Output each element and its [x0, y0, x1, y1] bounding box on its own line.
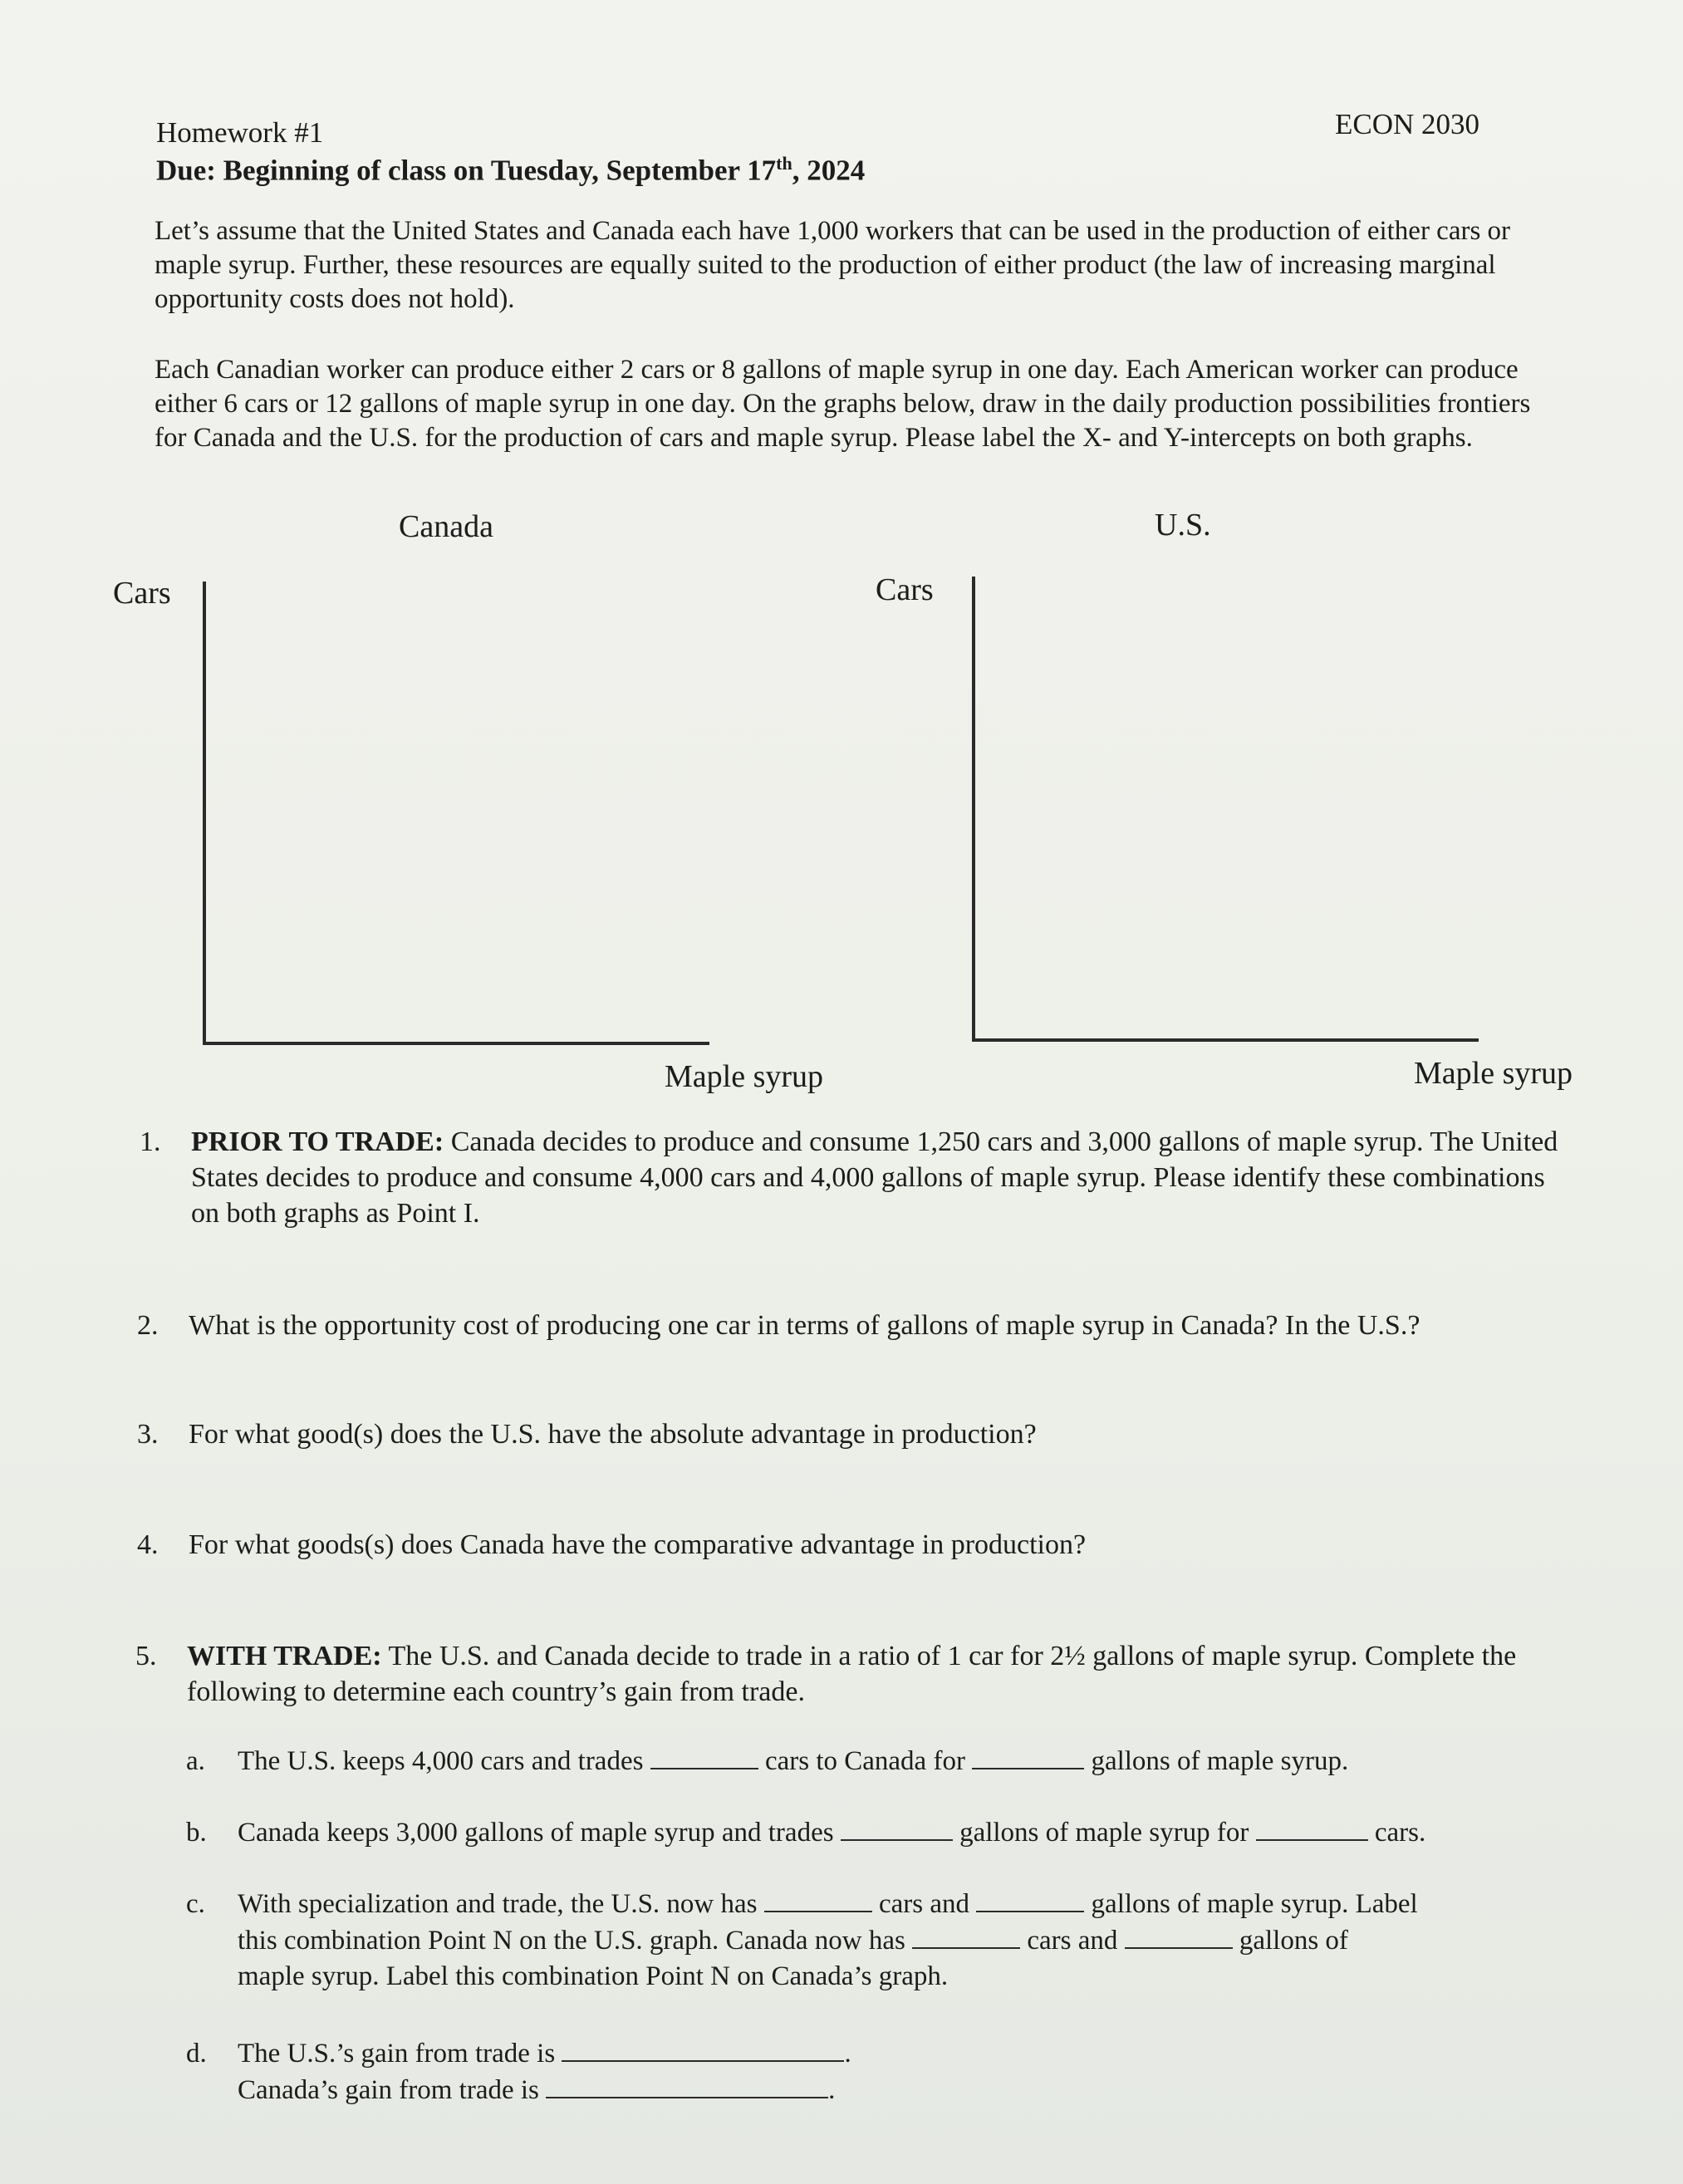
part-d-line-2: [238, 2072, 835, 2108]
intro-paragraph-2: [155, 353, 1550, 455]
part-b-text-1: Canada keeps 3,000 gallons of maple syrup and trades: [238, 1818, 841, 1848]
us-y-axis-label: Cars: [876, 572, 934, 607]
part-label: b.: [186, 1818, 207, 1848]
part-label: a.: [186, 1746, 205, 1776]
us-x-axis[interactable]: [972, 1038, 1479, 1042]
intro-paragraph-1: [155, 214, 1550, 317]
part-b-text-3: cars.: [1367, 1818, 1426, 1848]
part-c-line-2: [238, 1922, 1348, 1959]
canada-x-axis[interactable]: [203, 1042, 709, 1045]
intro-text-2: Each Canadian worker can produce either 2 cars or 8 gallons of maple syrup in one day. Each American worker can produce either 6 cars or 12 gallons of maple syrup in one day. On the graphs below, draw in the daily production possibilities frontiers for Canada and the U.S. for the production of cars and maple syrup. Please label the X- and Y-intercepts on both graphs.: [155, 355, 1531, 453]
part-a-text-1: The U.S. keeps 4,000 cars and trades: [238, 1746, 650, 1776]
canada-syrup-traded-blank[interactable]: [841, 1814, 953, 1841]
part-label: d.: [186, 2039, 207, 2069]
part-label: c.: [186, 1889, 205, 1919]
intro-text-1: Let’s assume that the United States and Canada each have 1,000 workers that can be used in the production of either cars or maple syrup. Further, these resources are equally suited to the production of either product (the law of increasing marginal opportunity costs does not hold).: [155, 216, 1511, 314]
canada-cars-received-blank[interactable]: [1256, 1814, 1368, 1841]
due-date: [156, 153, 865, 188]
question-lead: WITH TRADE:: [187, 1641, 382, 1671]
part-d-text-2: Canada’s gain from trade is: [238, 2075, 547, 2105]
question-number: 2.: [137, 1310, 159, 1341]
question-text: [191, 1124, 1570, 1231]
us-cars-traded-blank[interactable]: [650, 1743, 758, 1769]
canada-cars-after-trade-blank[interactable]: [912, 1922, 1020, 1949]
canada-gain-blank[interactable]: [546, 2072, 828, 2098]
homework-title: Homework #1: [156, 116, 324, 149]
part-c: [186, 1886, 1418, 1922]
question-body: The U.S. and Canada decide to trade in a ratio of 1 car for 2½ gallons of maple syrup. Complete the following to determine each country’s gain from trade.: [187, 1641, 1517, 1707]
us-gain-blank[interactable]: [562, 2035, 844, 2062]
part-d-text-1: The U.S.’s gain from trade is: [238, 2039, 562, 2069]
part-b-text-2: gallons of maple syrup for: [952, 1818, 1256, 1848]
us-x-axis-label: Maple syrup: [1414, 1056, 1573, 1091]
part-c-text-3: gallons of maple syrup. Label: [1084, 1889, 1418, 1919]
part-c-line-3: maple syrup. Label this combination Point N on Canada’s graph.: [238, 1961, 949, 1991]
question-text: For what goods(s) does Canada have the comparative advantage in production?: [189, 1529, 1087, 1560]
question-number: 4.: [137, 1529, 159, 1560]
due-prefix: Due: Beginning of class on Tuesday, September 17: [156, 154, 777, 187]
us-graph-title: U.S.: [1155, 508, 1211, 542]
canada-graph-title: Canada: [399, 509, 493, 544]
part-d-period-1: .: [844, 2039, 851, 2069]
part-d: [186, 2035, 851, 2072]
course-code: ECON 2030: [1335, 108, 1480, 140]
part-c-text-4: this combination Point N on the U.S. graph. Canada now has: [238, 1926, 913, 1956]
due-suffix: , 2024: [792, 154, 866, 187]
us-syrup-received-blank[interactable]: [972, 1743, 1084, 1769]
us-cars-after-trade-blank[interactable]: [764, 1886, 872, 1912]
question-lead: PRIOR TO TRADE:: [191, 1126, 444, 1157]
us-syrup-after-trade-blank[interactable]: [976, 1886, 1084, 1912]
question-text: For what good(s) does the U.S. have the absolute advantage in production?: [189, 1419, 1037, 1450]
canada-x-axis-label: Maple syrup: [665, 1059, 824, 1094]
canada-y-axis[interactable]: [203, 582, 206, 1045]
question-text: What is the opportunity cost of producing one car in terms of gallons of maple syrup in Canada? In the U.S.?: [189, 1310, 1420, 1341]
part-c-text-1: With specialization and trade, the U.S. now has: [238, 1889, 764, 1919]
part-d-period-2: .: [828, 2075, 836, 2105]
question-body: Canada decides to produce and consume 1,250 cars and 3,000 gallons of maple syrup. The United States decides to produce and consume 4,000 cars and 4,000 gallons of maple syrup. Please identify these combinations on both graphs as Point I.: [191, 1126, 1558, 1229]
question-text: [187, 1638, 1582, 1710]
canada-syrup-after-trade-blank[interactable]: [1125, 1922, 1233, 1949]
part-a-text-2: cars to Canada for: [758, 1746, 973, 1776]
due-superscript: th: [776, 153, 792, 174]
part-c-text-6: gallons of: [1232, 1926, 1348, 1956]
question-number: 3.: [137, 1419, 159, 1450]
part-a: [186, 1743, 1348, 1779]
us-y-axis[interactable]: [972, 577, 975, 1042]
part-c-text-5: cars and: [1020, 1926, 1125, 1956]
part-a-text-3: gallons of maple syrup.: [1084, 1746, 1349, 1776]
question-number: 5.: [135, 1641, 157, 1671]
part-c-text-2: cars and: [871, 1889, 977, 1919]
question-number: 1.: [140, 1126, 161, 1157]
canada-y-axis-label: Cars: [113, 576, 171, 611]
part-b: [186, 1814, 1425, 1851]
